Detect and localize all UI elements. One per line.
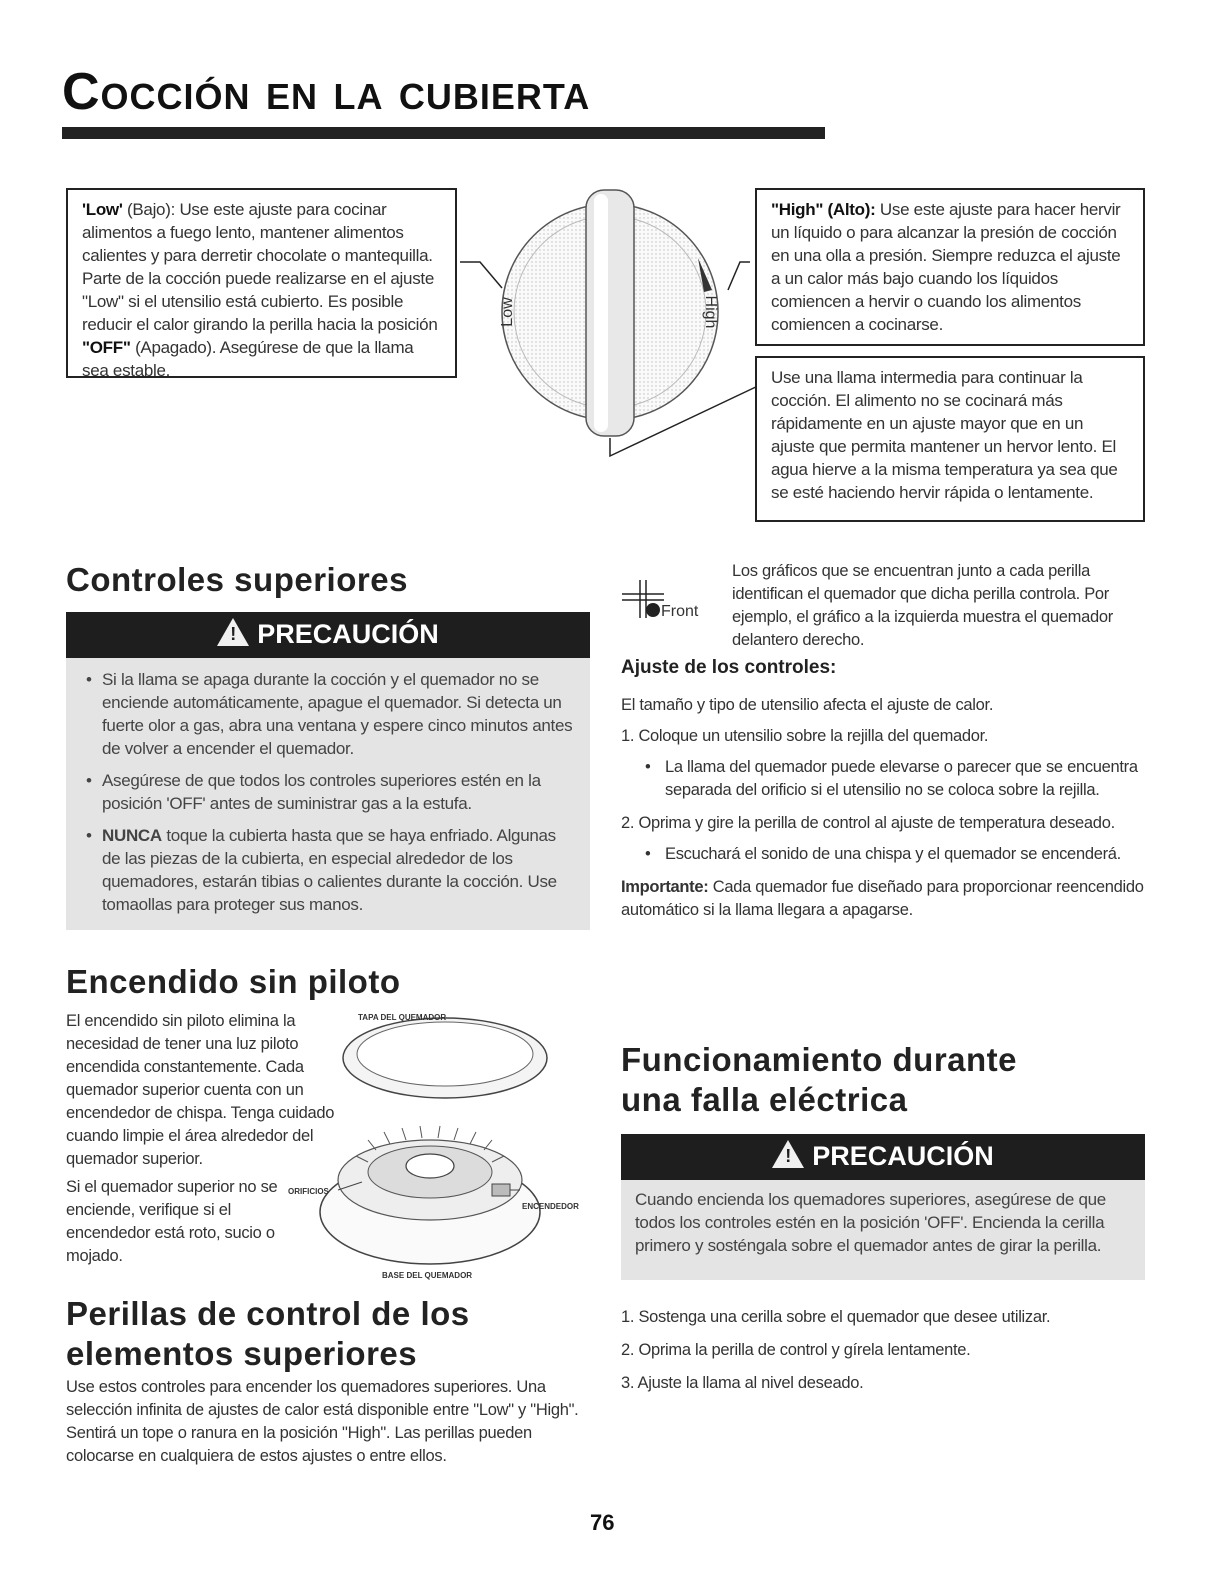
heading-funcionamiento-line1: Funcionamiento durante bbox=[621, 1041, 1018, 1078]
caution-item-3 bbox=[94, 824, 576, 916]
caution-body-1 bbox=[66, 658, 590, 930]
funcionamiento-steps bbox=[621, 1306, 1151, 1405]
medium-text: Use una llama intermedia para continuar la cocción. El alimento no se cocinará más rápidamente en un ajuste mayor que en un ajuste que permita mantener un hervor lento. El agua hierve a la misma temperatura ya sea que se esté haciendo hervir rápida o lentamente. bbox=[771, 368, 1118, 502]
callout-medium bbox=[755, 356, 1145, 522]
title-underline bbox=[62, 127, 825, 139]
caution-item-1: • Si la llama se apaga durante la cocción y el quemador no se enciende automáticamente, apague el quemador. Si detecta un fuerte olor a gas, abra una ventana y espere cinco minutos antes de volver a encender el quemador. bbox=[94, 668, 576, 760]
caution-item-2: • Asegúrese de que todos los controles superiores estén en la posición 'OFF' antes de suministrar gas a la estufa. bbox=[94, 769, 576, 815]
heading-perillas-line1: Perillas de control de los bbox=[66, 1295, 470, 1332]
high-term-note: (Alto): bbox=[827, 200, 876, 219]
label-burner-cap: TAPA DEL QUEMADOR bbox=[358, 1013, 447, 1022]
page-title: Cocción en la cubierta bbox=[62, 63, 591, 121]
caution-body-2 bbox=[621, 1180, 1145, 1280]
bullet-dot: • bbox=[645, 758, 651, 776]
caution-label-1: PRECAUCIÓN bbox=[257, 619, 439, 649]
label-igniter: ENCENDEDOR bbox=[522, 1202, 579, 1211]
warning-triangle-icon: ! bbox=[772, 1140, 804, 1168]
caution-text-2: Cuando encienda los quemadores superiores, asegúrese de que todos los controles estén en la posición 'OFF'. Encienda la cerilla primero y sosténgala sobre el quemador antes de girar la perilla. bbox=[635, 1190, 1106, 1255]
label-burner-base: BASE DEL QUEMADOR bbox=[382, 1271, 473, 1280]
callout-high bbox=[755, 188, 1145, 346]
dial-high-label: High bbox=[702, 295, 719, 329]
ajuste-step2-bullet: Escuchará el sonido de una chispa y el quemador se encenderá. bbox=[665, 845, 1121, 863]
burner-illustration bbox=[280, 1010, 600, 1290]
ajuste-intro: El tamaño y tipo de utensilio afecta el ajuste de calor. bbox=[621, 696, 994, 714]
heading-encendido: Encendido sin piloto bbox=[66, 963, 401, 1000]
heading-controles: Controles superiores bbox=[66, 561, 408, 598]
ajuste-important bbox=[621, 876, 1151, 922]
low-term-note: (Bajo): bbox=[127, 200, 175, 219]
ajuste-step1-bullet-row bbox=[641, 756, 1151, 802]
low-text-a: Use este ajuste para cocinar alimentos a fuego lento, mantener alimentos calientes y para derretir chocolate o mantequilla. Parte de la cocción puede realizarse en el ajuste "Low" si el utensilio está cubierto. Es posible reducir el calor girando la perilla hacia la posición bbox=[82, 200, 438, 334]
ajuste-step2: 2. Oprima y gire la perilla de control al ajuste de temperatura deseado. bbox=[621, 814, 1115, 832]
step-item: 1. Sostenga una cerilla sobre el quemador que desee utilizar. bbox=[621, 1308, 1051, 1326]
caution-label-2: PRECAUCIÓN bbox=[812, 1141, 994, 1171]
control-knob-illustration bbox=[450, 180, 770, 470]
caution-item-3-strong: NUNCA bbox=[102, 826, 162, 845]
step-item: 2. Oprima la perilla de control y gírela lentamente. bbox=[621, 1341, 971, 1359]
important-label: Importante: bbox=[621, 878, 709, 896]
heading-perillas bbox=[66, 1294, 470, 1374]
bullet-dot: • bbox=[645, 845, 651, 863]
warning-triangle-icon: ! bbox=[217, 618, 249, 646]
label-orifices: ORIFICIOS bbox=[288, 1187, 329, 1196]
callout-low bbox=[66, 188, 457, 378]
caution-item-3-rest: toque la cubierta hasta que se haya enfriado. Algunas de las piezas de la cubierta, en especial alrededor de los quemadores, estarán tibias o calientes durante la cocción. Use tomaollas para proteger sus manos. bbox=[102, 826, 557, 914]
heading-funcionamiento-line2: una falla eléctrica bbox=[621, 1081, 908, 1118]
ajuste-step1-bullet: La llama del quemador puede elevarse o parecer que se encuentra separada del orificio si el utensilio no se coloca sobre la rejilla. bbox=[665, 758, 1138, 799]
step-item: 3. Ajuste la llama al nivel deseado. bbox=[621, 1374, 864, 1392]
page-number: 76 bbox=[590, 1510, 615, 1535]
front-label: Front bbox=[661, 603, 699, 620]
perillas-text: Use estos controles para encender los quemadores superiores. Una selección infinita de ajustes de calor está disponible entre "Low" y "High". Sentirá un tope o ranura en la posición "High". Las perillas pueden colocarse en cualquiera de estos ajustes o entre ellos. bbox=[66, 1378, 579, 1465]
caution-bar-2 bbox=[621, 1134, 1145, 1180]
high-term: "High" bbox=[771, 200, 824, 219]
low-text-b: (Apagado). Asegúrese de que la llama sea estable. bbox=[82, 338, 414, 380]
ajuste-step2-bullet-row bbox=[641, 843, 1151, 866]
heading-ajuste: Ajuste de los controles: bbox=[621, 657, 837, 678]
dial-low-label: Low bbox=[499, 297, 516, 327]
high-text: Use este ajuste para hacer hervir un líquido o para alcanzar la presión de cocción en una olla a presión. Siempre reduzca el ajuste a un calor más bajo cuando los líquidos comiencen a hervir o cuando los alimentos comiencen a cocinarse. bbox=[771, 200, 1121, 334]
front-burner-graphic-icon bbox=[618, 576, 718, 626]
ajuste-section bbox=[621, 694, 1151, 922]
low-term: 'Low' bbox=[82, 200, 123, 219]
front-graphic-text: Los gráficos que se encuentran junto a cada perilla identifican el quemador que dicha perilla controla. Por ejemplo, el gráfico a la izquierda muestra el quemador delantero derecho. bbox=[732, 562, 1113, 649]
encendido-para1: El encendido sin piloto elimina la necesidad de tener una luz piloto encendida constantemente. Cada quemador superior cuenta con un encendedor de chispa. Tenga cuidado cuando limpie el área alrededor del quemador superior. bbox=[66, 1012, 335, 1168]
caution-bar-1 bbox=[66, 612, 590, 658]
important-text: Cada quemador fue diseñado para proporcionar reencendido automático si la llama llegara a apagarse. bbox=[621, 878, 1144, 919]
heading-funcionamiento bbox=[621, 1040, 1017, 1120]
heading-perillas-line2: elementos superiores bbox=[66, 1335, 418, 1372]
encendido-para2: Si el quemador superior no se enciende, verifique si el encendedor está roto, sucio o mojado. bbox=[66, 1178, 278, 1265]
ajuste-step1: 1. Coloque un utensilio sobre la rejilla del quemador. bbox=[621, 727, 989, 745]
off-term: "OFF" bbox=[82, 338, 131, 357]
